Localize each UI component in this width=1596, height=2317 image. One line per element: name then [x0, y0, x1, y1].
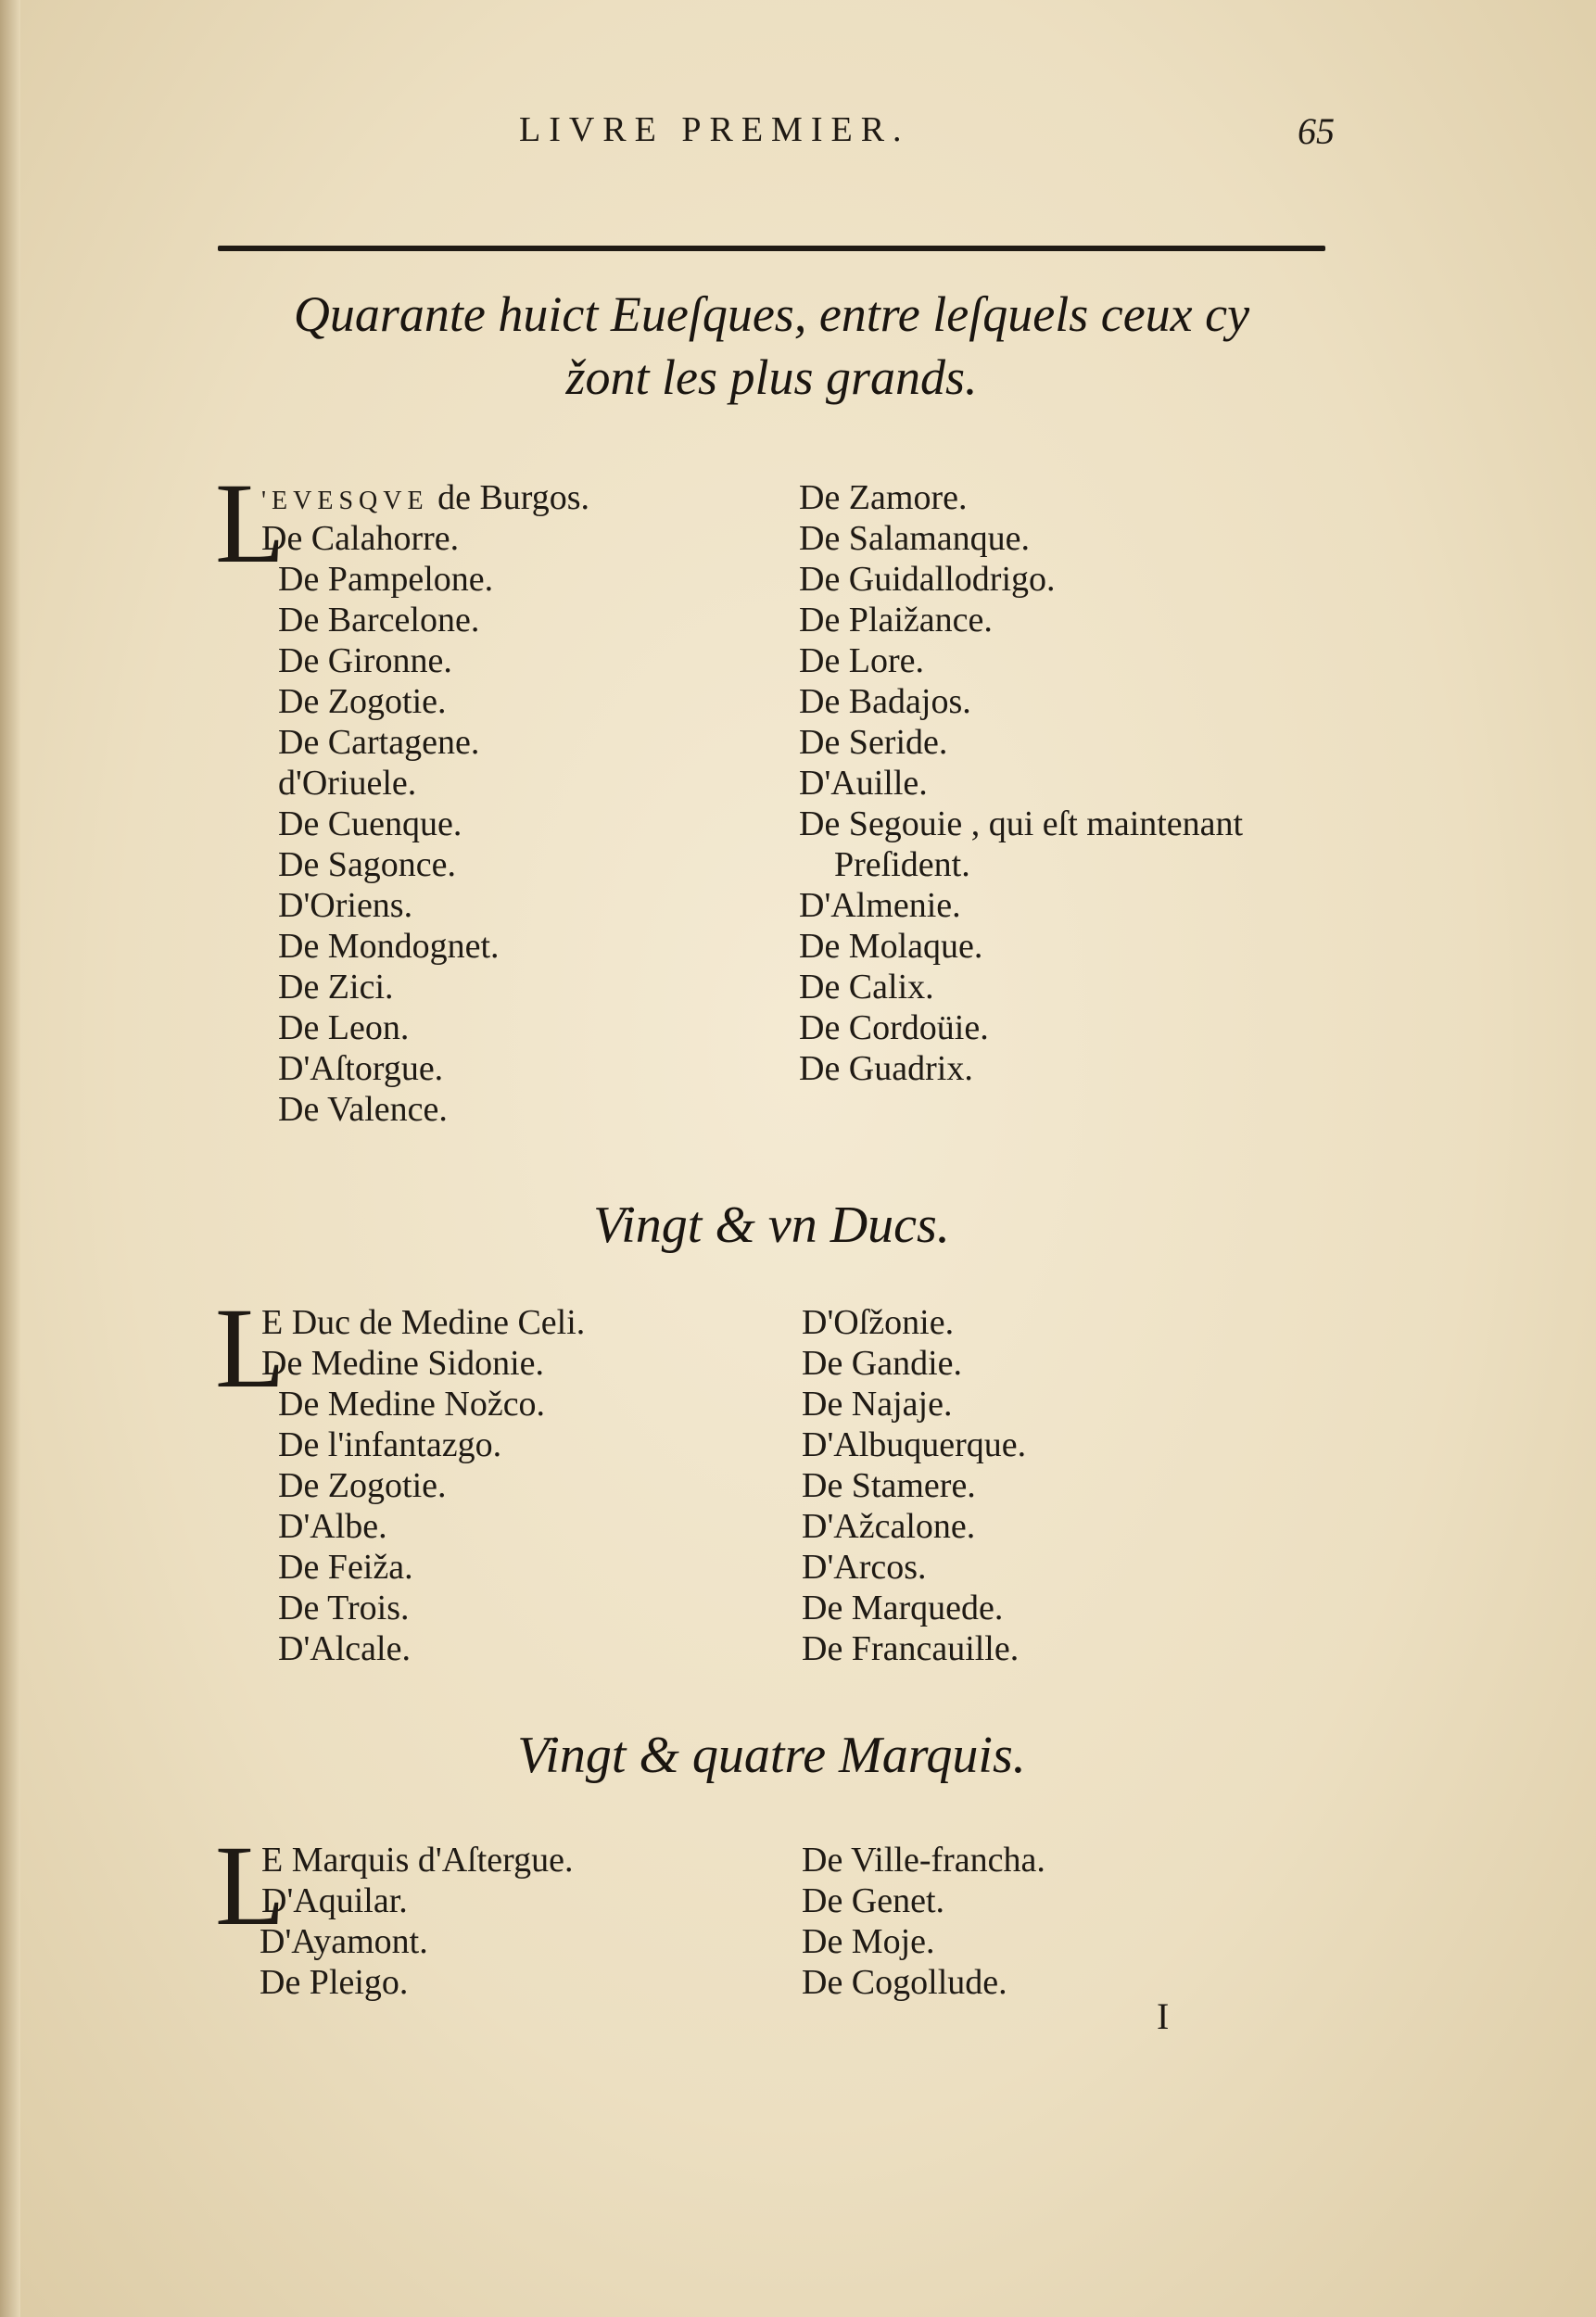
list-item: De Zogotie. — [278, 682, 447, 721]
list-item: De Guadrix. — [799, 1049, 973, 1088]
dropcap-marquis: L — [215, 1822, 285, 1949]
section-heading-ducs: Vingt & vn Ducs. — [593, 1196, 950, 1254]
list-item: D'Albe. — [278, 1507, 387, 1546]
list-item: De Valence. — [278, 1090, 448, 1129]
dropcap-ducs: L — [215, 1285, 285, 1412]
list-item: De Molaque. — [799, 927, 983, 966]
dropcap-eveques: L — [215, 460, 285, 587]
list-item: De Sagonce. — [278, 845, 457, 884]
eveques-right-list — [799, 477, 1243, 1089]
heading-line-2: žont les plus grands. — [565, 349, 978, 405]
list-item: De Gironne. — [278, 641, 452, 680]
list-item: De Genet. — [802, 1881, 945, 1920]
list-item: De Zici. — [278, 968, 394, 1007]
marquis-right-list — [802, 1840, 1045, 2003]
list-item: E Duc de Medine Celi. — [261, 1303, 586, 1342]
list-item: De Najaje. — [802, 1385, 953, 1424]
list-item: De Feiža. — [278, 1548, 413, 1587]
list-item: D'Oriens. — [278, 886, 413, 925]
first-entry-rest: de Burgos. — [428, 478, 590, 517]
ducs-right-list — [802, 1302, 1026, 1669]
running-head — [0, 109, 1596, 165]
section-heading-marquis: Vingt & quatre Marquis. — [517, 1727, 1026, 1784]
list-item: D'Aſtorgue. — [278, 1049, 444, 1088]
list-item: De Zogotie. — [278, 1466, 447, 1505]
list-item: De Medine Nožco. — [278, 1385, 546, 1424]
list-item: De Seride. — [799, 723, 948, 762]
eveques-left-list — [261, 518, 500, 1130]
first-entry-smallcaps: 'EVESQVE — [261, 487, 429, 515]
page-edge — [0, 0, 20, 2317]
list-item: De Francauille. — [802, 1629, 1020, 1668]
list-item: De Cogollude. — [802, 1963, 1007, 2002]
list-item: De Lore. — [799, 641, 925, 680]
list-item: D'Oſžonie. — [802, 1303, 955, 1342]
list-item: D'Almenie. — [799, 886, 961, 925]
page-number: 65 — [1298, 110, 1335, 152]
list-item: De Calix. — [799, 968, 934, 1007]
list-item: De Marquede. — [802, 1589, 1004, 1627]
list-item: De Cuenque. — [278, 804, 462, 843]
list-item: De Medine Sidonie. — [261, 1344, 545, 1383]
list-item: D'Albuquerque. — [802, 1425, 1027, 1464]
list-item: D'Ayamont. — [260, 1922, 428, 1961]
list-item: De Cordoüie. — [799, 1008, 989, 1047]
list-item: De Salamanque. — [799, 519, 1031, 558]
list-item: D'Ažcalone. — [802, 1507, 976, 1546]
list-item: De Ville-francha. — [802, 1841, 1045, 1880]
running-title: LIVRE PREMIER. — [519, 110, 910, 149]
section-heading-eveques — [218, 283, 1325, 409]
list-item: De Mondognet. — [278, 927, 500, 966]
list-item: D'Auille. — [799, 764, 928, 803]
list-item: E Marquis d'Aſtergue. — [261, 1841, 574, 1880]
list-item: De Stamere. — [802, 1466, 976, 1505]
list-item: De Segouie , qui eſt maintenant — [799, 804, 1244, 843]
list-item: De Trois. — [278, 1589, 410, 1627]
list-item: De Plaižance. — [799, 601, 993, 639]
list-item: De Pampelone. — [278, 560, 494, 599]
list-item: d'Oriuele. — [278, 764, 417, 803]
list-item: De Guidallodrigo. — [799, 560, 1056, 599]
list-item: De Barcelone. — [278, 601, 480, 639]
list-item: De Zamore. — [799, 478, 968, 517]
header-rule — [218, 246, 1325, 251]
list-item: De Gandie. — [802, 1344, 963, 1383]
list-item: De Pleigo. — [260, 1963, 409, 2002]
list-item: D'Aquilar. — [261, 1881, 408, 1920]
list-item: De Cartagene. — [278, 723, 480, 762]
list-item: De Moje. — [802, 1922, 935, 1961]
heading-line-1: Quarante huict Eueſques, entre leſquels ceux cy — [293, 286, 1250, 342]
list-item: De Badajos. — [799, 682, 971, 721]
eveques-first-entry — [261, 477, 589, 522]
list-item: D'Arcos. — [802, 1548, 927, 1587]
list-item: De l'infantazgo. — [278, 1425, 502, 1464]
ducs-left-list — [261, 1302, 585, 1669]
list-item: De Calahorre. — [261, 519, 460, 558]
marquis-left-list — [261, 1840, 573, 2003]
signature-mark: I — [1157, 1995, 1170, 2037]
list-item: De Leon. — [278, 1008, 410, 1047]
list-item: D'Alcale. — [278, 1629, 411, 1668]
list-item: Preſident. — [834, 845, 970, 884]
